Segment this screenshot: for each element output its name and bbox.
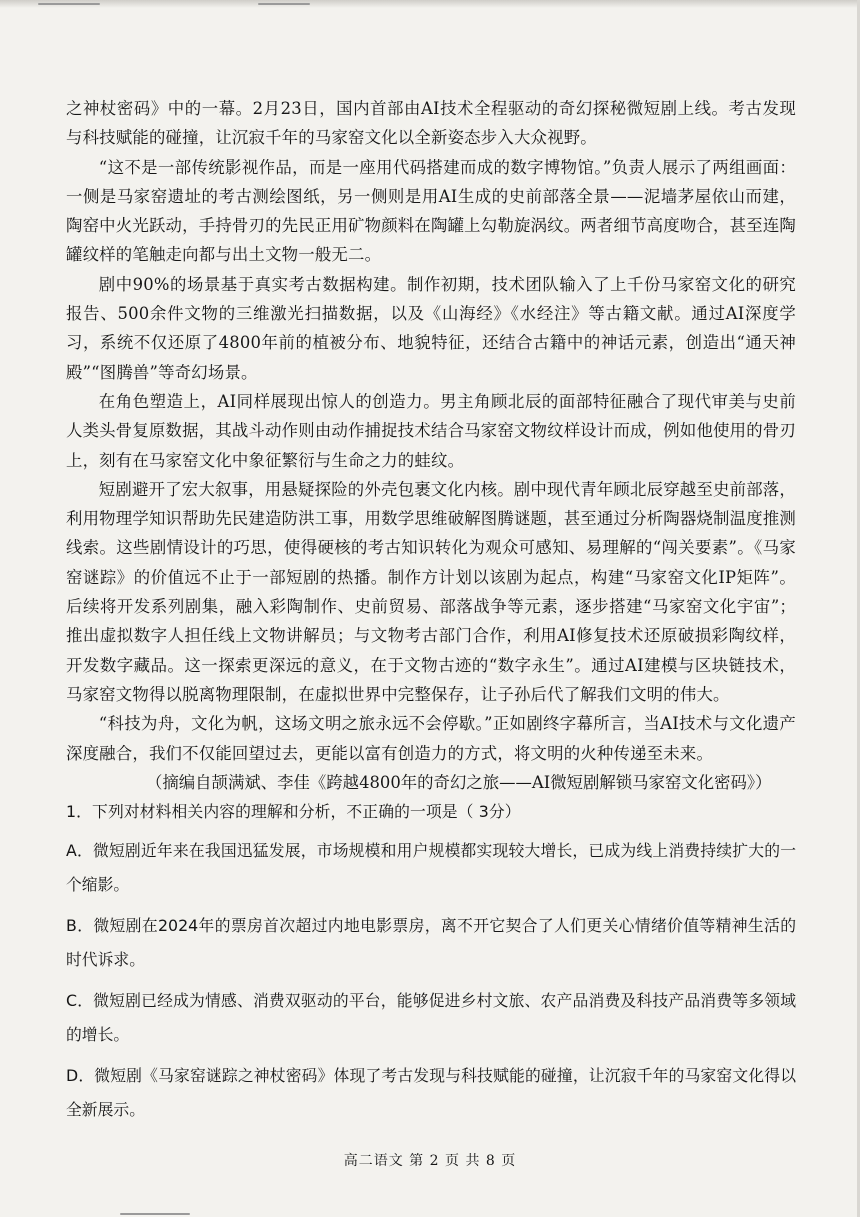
article-paragraph-2: “这不是一部传统影视作品，而是一座用代码搭建而成的数字博物馆。”负责人展示了两组画面：一侧是马家窑遗址的考古测绘图纸，另一侧则是用AI生成的史前部落全景——泥墙茅屋依山而建，陶窑中火光跃动，手持骨刃的先民正用矿物颜料在陶罐上勾勒旋涡纹。两者细节高度吻合，甚至连陶罐纹样的笔触走向都与出土文物一般无二。 xyxy=(66,157,796,265)
question-option-d: D．微短剧《马家窑谜踪之神杖密码》体现了考古发现与科技赋能的碰撞，让沉寂千年的马家窑文化得以全新展示。 xyxy=(66,1065,796,1120)
article-paragraph-1: 之神杖密码》中的一幕。2月23日，国内首部由AI技术全程驱动的奇幻探秘微短剧上线。考古发现与科技赋能的碰撞，让沉寂千年的马家窑文化以全新姿态步入大众视野。 xyxy=(66,99,796,148)
article-source: （摘编自颉满斌、李佳《跨越4800年的奇幻之旅——AI微短剧解锁马家窑文化密码》） xyxy=(146,772,772,792)
scan-mark xyxy=(120,1213,190,1215)
scan-edge xyxy=(0,0,860,8)
scan-mark xyxy=(258,3,310,5)
scan-mark xyxy=(38,3,100,5)
article-paragraph-5: 短剧避开了宏大叙事，用悬疑探险的外壳包裹文化内核。剧中现代青年顾北辰穿越至史前部落，利用物理学知识帮助先民建造防洪工事，用数学思维破解图腾谜题，甚至通过分析陶器烧制温度推测线索。这些剧情设计的巧思，使得硬核的考古知识转化为观众可感知、易理解的“闯关要素”。《马家窑谜踪》的价值远不止于一部短剧的热播。制作方计划以该剧为起点，构建“马家窑文化IP矩阵”。后续将开发系列剧集，融入彩陶制作、史前贸易、部落战争等元素，逐步搭建“马家窑文化宇宙”；推出虚拟数字人担任线上文物讲解员；与文物考古部门合作，利用AI修复技术还原破损彩陶纹样，开发数字藏品。这一探索更深远的意义，在于文物古迹的“数字永生”。通过AI建模与区块链技术，马家窑文物得以脱离物理限制，在虚拟世界中完整保存，让子孙后代了解我们文明的伟大。 xyxy=(66,479,796,704)
page-footer: 高二语文 第 2 页 共 8 页 xyxy=(343,1153,517,1169)
page-content xyxy=(66,94,796,1128)
question-option-b: B．微短剧在2024年的票房首次超过内地电影票房，离不开它契合了人们更关心情绪价值等精神生活的时代诉求。 xyxy=(66,915,796,970)
article-paragraph-6: “科技为舟，文化为帆，这场文明之旅永远不会停歇。”正如剧终字幕所言，当AI技术与文化遗产深度融合，我们不仅能回望过去，更能以富有创造力的方式，将文明的火种传递至未来。 xyxy=(66,714,796,763)
article-paragraph-3: 剧中90%的场景基于真实考古数据构建。制作初期，技术团队输入了上千份马家窑文化的研究报告、500余件文物的三维激光扫描数据，以及《山海经》《水经注》等古籍文献。通过AI深度学习，系统不仅还原了4800年前的植被分布、地貌特征，还结合古籍中的神话元素，创造出“通天神殿”“图腾兽”等奇幻场景。 xyxy=(66,274,796,382)
question-stem: 1．下列对材料相关内容的理解和分析，不正确的一项是（ 3分） xyxy=(66,802,521,822)
question-option-c: C．微短剧已经成为情感、消费双驱动的平台，能够促进乡村文旅、农产品消费及科技产品消费等多领域的增长。 xyxy=(66,990,796,1045)
question-option-a: A．微短剧近年来在我国迅猛发展，市场规模和用户规模都实现较大增长，已成为线上消费持续扩大的一个缩影。 xyxy=(66,840,796,895)
article-paragraph-4: 在角色塑造上，AI同样展现出惊人的创造力。男主角顾北辰的面部特征融合了现代审美与史前人类头骨复原数据，其战斗动作则由动作捕捉技术结合马家窑文物纹样设计而成，例如他使用的骨刃上，刻有在马家窑文化中象征繁衍与生命之力的蛙纹。 xyxy=(66,391,796,470)
